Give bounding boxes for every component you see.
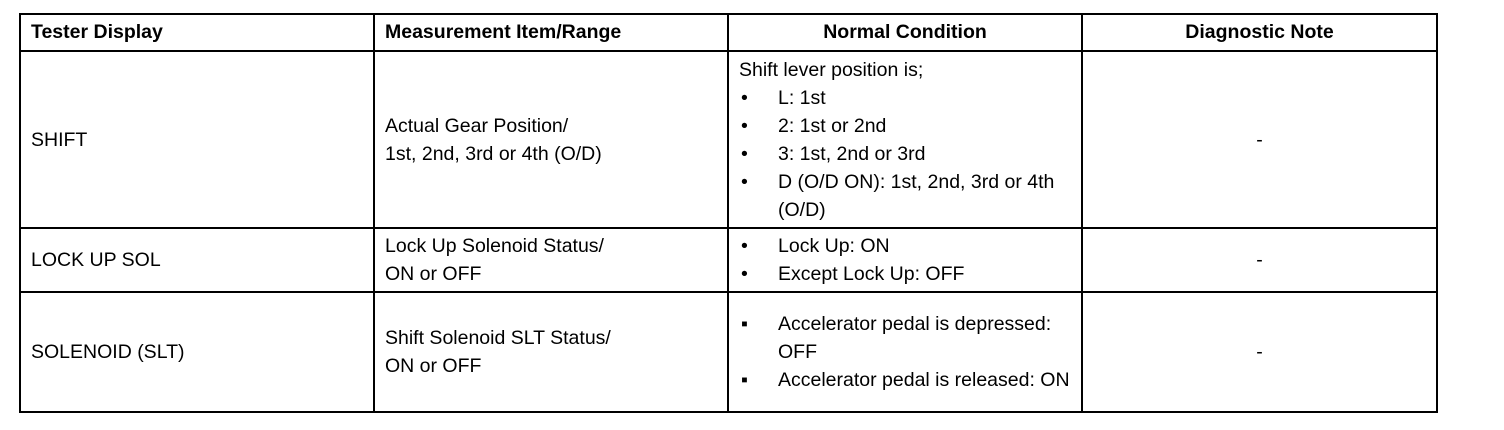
condition-list <box>739 310 1071 394</box>
diagnostic-note-cell: - <box>1082 292 1437 412</box>
condition-item: • 2: 1st or 2nd <box>739 112 1071 140</box>
condition-item: • Except Lock Up: OFF <box>739 260 1071 288</box>
condition-item: • Lock Up: ON <box>739 232 1071 260</box>
condition-intro: Shift lever position is; <box>739 58 924 81</box>
tester-display-cell: LOCK UP SOL <box>20 228 374 292</box>
measurement-cell <box>374 228 728 292</box>
header-measurement-item: Measurement Item/Range <box>374 14 728 51</box>
tester-display-cell: SHIFT <box>20 51 374 228</box>
measurement-cell <box>374 292 728 412</box>
measurement-item: Lock Up Solenoid Status/ <box>385 235 604 257</box>
condition-item: • D (O/D ON): 1st, 2nd, 3rd or 4th (O/D) <box>739 168 1071 224</box>
table-header-row <box>20 14 1437 51</box>
diagnostic-note-cell: - <box>1082 51 1437 228</box>
condition-item: • 3: 1st, 2nd or 3rd <box>739 140 1071 168</box>
normal-condition-cell <box>728 51 1082 228</box>
normal-condition-cell <box>728 292 1082 412</box>
measurement-range: 1st, 2nd, 3rd or 4th (O/D) <box>385 142 602 165</box>
condition-list <box>739 232 1071 288</box>
measurement-range: ON or OFF <box>385 263 482 285</box>
header-normal-condition: Normal Condition <box>728 14 1082 51</box>
table-row <box>20 51 1437 228</box>
condition-item: ▪ Accelerator pedal is depressed: OFF <box>739 310 1071 366</box>
diagnostic-note-cell: - <box>1082 228 1437 292</box>
table-row <box>20 292 1437 412</box>
header-tester-display: Tester Display <box>20 14 374 51</box>
diagnostic-data-table <box>19 13 1438 413</box>
condition-list <box>739 84 1071 224</box>
normal-condition-cell <box>728 228 1082 292</box>
measurement-item: Shift Solenoid SLT Status/ <box>385 327 611 349</box>
measurement-range: ON or OFF <box>385 355 482 377</box>
table-row <box>20 228 1437 292</box>
tester-display-cell: SOLENOID (SLT) <box>20 292 374 412</box>
header-diagnostic-note: Diagnostic Note <box>1082 14 1437 51</box>
measurement-item: Actual Gear Position/ <box>385 114 569 137</box>
condition-item: ▪ Accelerator pedal is released: ON <box>739 366 1071 394</box>
condition-item: • L: 1st <box>739 84 1071 112</box>
measurement-cell <box>374 51 728 228</box>
